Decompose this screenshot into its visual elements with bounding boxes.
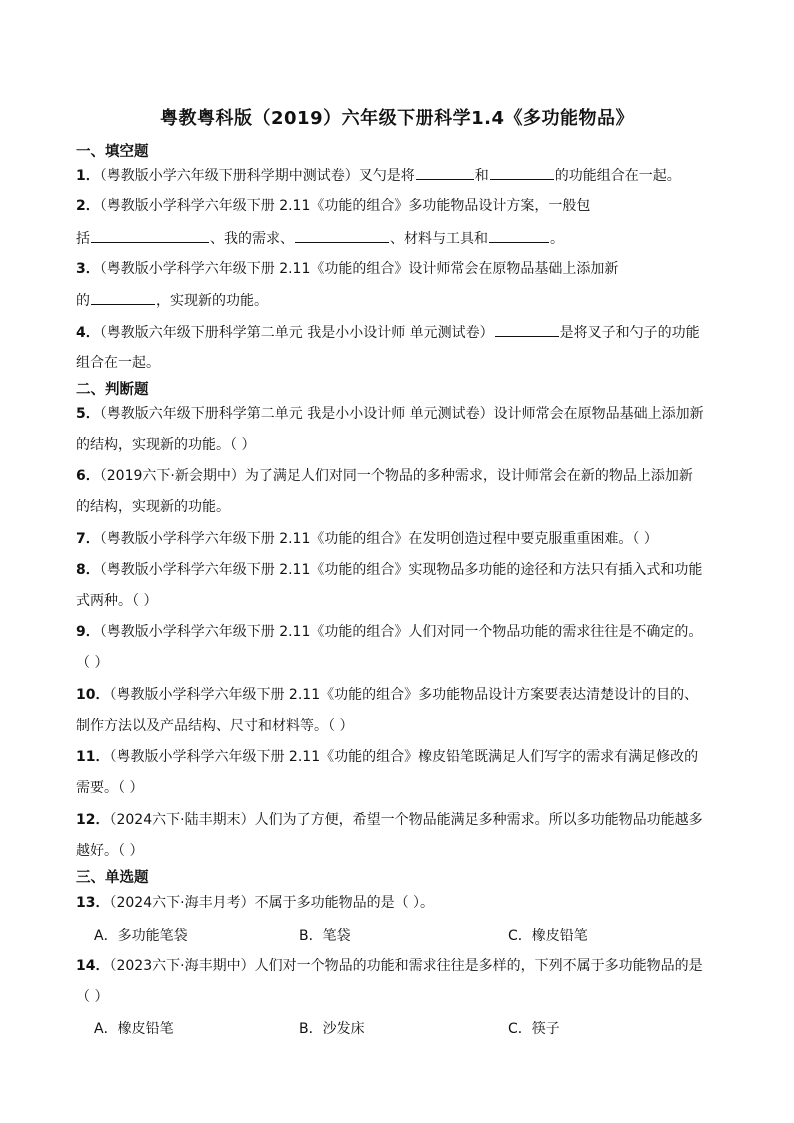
question-number: 14．	[76, 958, 110, 974]
question-number: 3．	[76, 261, 100, 277]
question-4: 4．（粤教版六年级下册科学第二单元 我是小小设计师 单元测试卷） 是将叉子和勺子的功能	[76, 322, 726, 343]
question-9: 9．（粤教版小学科学六年级下册 2.11《功能的组合》人们对同一个物品功能的需求往往是不确定的。	[76, 624, 703, 640]
question-14: 14．（2023六下·海丰期中）人们对一个物品的功能和需求往往是多样的，下列不属于多功能物品的是	[76, 958, 703, 974]
answer-blank[interactable]	[416, 165, 474, 180]
question-source: （粤教版小学科学六年级下册 2.11《功能的组合》	[99, 624, 409, 640]
question-source: （粤教版小学科学六年级下册 2.11《功能的组合》	[109, 749, 419, 765]
question-4-line-2: 组合在一起。	[76, 355, 160, 371]
question-source: （粤教版小学科学六年级下册 2.11《功能的组合》	[109, 687, 419, 703]
choice-option-b[interactable]: B．笔袋	[299, 928, 351, 944]
question-source: （粤教版六年级下册科学第二单元 我是小小设计师 单元测试卷）	[99, 325, 494, 341]
question-2-line-2: 括 、我的需求、 、材料与工具和 。	[76, 228, 726, 249]
answer-blank[interactable]	[495, 322, 559, 337]
choice-option-a[interactable]: A．橡皮铅笔	[94, 1021, 174, 1037]
question-13: 13．（2024六下·海丰月考）不属于多功能物品的是（ ）。	[76, 895, 435, 911]
choice-option-c[interactable]: C．橡皮铅笔	[508, 928, 588, 944]
section-single-choice: 三、单选题	[76, 870, 149, 886]
question-source: （2024六下·陆丰期末）	[109, 812, 255, 828]
question-number: 12．	[76, 812, 110, 828]
question-source: （粤教版小学科学六年级下册 2.11《功能的组合》	[99, 261, 409, 277]
question-source: （粤教版小学科学六年级下册 2.11《功能的组合》	[99, 198, 409, 214]
question-3-line-2: 的 ，实现新的功能。	[76, 290, 726, 311]
choice-option-c[interactable]: C．筷子	[508, 1021, 560, 1037]
question-number: 6．	[76, 468, 100, 484]
question-source: （2024六下·海丰月考）	[109, 895, 255, 911]
question-5: 5．（粤教版六年级下册科学第二单元 我是小小设计师 单元测试卷）设计师常会在原物品基础上添加新	[76, 406, 704, 422]
question-6-line-2: 的结构，实现新的功能。	[76, 499, 230, 515]
question-10-line-2: 制作方法以及产品结构、尺寸和材料等。（ ）	[76, 718, 354, 734]
choice-option-a[interactable]: A．多功能笔袋	[94, 928, 188, 944]
question-source: （粤教版小学科学六年级下册 2.11《功能的组合》	[99, 531, 409, 547]
question-number: 2．	[76, 198, 100, 214]
question-5-line-2: 的结构，实现新的功能。（ ）	[76, 437, 256, 453]
answer-blank[interactable]	[91, 228, 209, 243]
question-2: 2．（粤教版小学科学六年级下册 2.11《功能的组合》多功能物品设计方案，一般包	[76, 198, 591, 214]
question-number: 9．	[76, 624, 100, 640]
question-8-line-2: 式两种。（ ）	[76, 593, 158, 609]
section-judgment: 二、判断题	[76, 382, 149, 398]
question-9-line-2: （ ）	[76, 655, 109, 671]
question-source: （粤教版小学科学六年级下册 2.11《功能的组合》	[99, 562, 409, 578]
question-11-line-2: 需要。（ ）	[76, 780, 144, 796]
question-number: 1．	[76, 168, 100, 184]
question-source: （2023六下·海丰期中）	[109, 958, 255, 974]
answer-blank[interactable]	[295, 228, 389, 243]
question-12-line-2: 越好。（ ）	[76, 843, 144, 859]
answer-blank[interactable]	[91, 290, 155, 305]
answer-blank[interactable]	[490, 165, 554, 180]
question-source: （粤教版六年级下册科学第二单元 我是小小设计师 单元测试卷）	[99, 406, 494, 422]
choice-option-b[interactable]: B．沙发床	[299, 1021, 365, 1037]
question-7: 7．（粤教版小学科学六年级下册 2.11《功能的组合》在发明创造过程中要克服重重困难。（ ）	[76, 531, 658, 547]
question-6: 6．（2019六下·新会期中）为了满足人们对同一个物品的多种需求，设计师常会在新的物品上添加新	[76, 468, 693, 484]
question-11: 11．（粤教版小学科学六年级下册 2.11《功能的组合》橡皮铅笔既满足人们写字的需求有满足修改的	[76, 749, 699, 765]
question-number: 5．	[76, 406, 100, 422]
question-number: 10．	[76, 687, 110, 703]
answer-blank[interactable]	[489, 228, 549, 243]
question-number: 11．	[76, 749, 110, 765]
question-number: 4．	[76, 325, 100, 341]
page-title: 粤教粤科版（2019）六年级下册科学1.4《多功能物品》	[160, 108, 634, 129]
question-1: 1．（粤教版小学六年级下册科学期中测试卷）叉勺是将 和 的功能组合在一起。	[76, 165, 726, 186]
question-source: （粤教版小学六年级下册科学期中测试卷）	[99, 168, 359, 184]
question-10: 10．（粤教版小学科学六年级下册 2.11《功能的组合》多功能物品设计方案要表达清楚设计的目的、	[76, 687, 699, 703]
question-3: 3．（粤教版小学科学六年级下册 2.11《功能的组合》设计师常会在原物品基础上添加新	[76, 261, 619, 277]
question-source: （2019六下·新会期中）	[99, 468, 245, 484]
section-fill-blank: 一、填空题	[76, 144, 149, 160]
question-number: 7．	[76, 531, 100, 547]
question-number: 13．	[76, 895, 110, 911]
question-8: 8．（粤教版小学科学六年级下册 2.11《功能的组合》实现物品多功能的途径和方法只有插入式和功能	[76, 562, 703, 578]
question-14-line-2: （ ）	[76, 989, 109, 1005]
question-number: 8．	[76, 562, 100, 578]
question-12: 12．（2024六下·陆丰期末）人们为了方便，希望一个物品能满足多种需求。所以多功能物品功能越多	[76, 812, 703, 828]
